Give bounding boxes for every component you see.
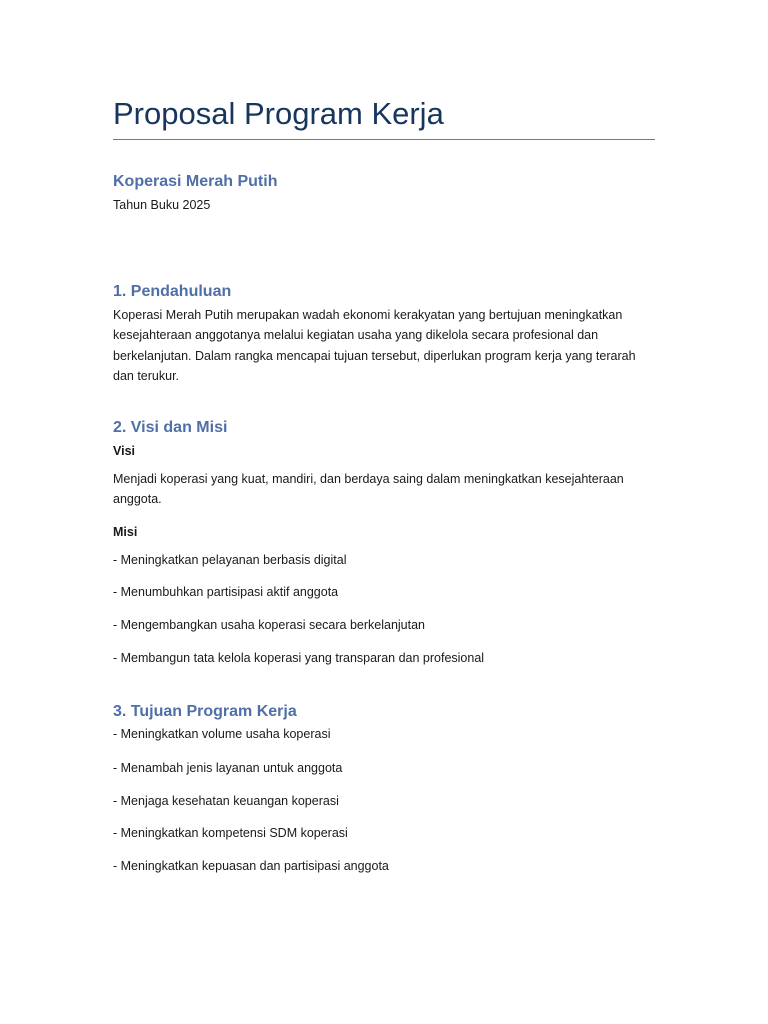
intro-paragraph: Koperasi Merah Putih merupakan wadah ekonomi kerakyatan yang bertujuan meningkatkan kesejahteraan anggotanya melalui kegiatan usaha yang dikelola secara profesional dan berkelanjutan. Dalam rangka mencapai tujuan tersebut, diperlukan program kerja yang terarah dan terukur. [113, 308, 636, 383]
vision-label: Visi [113, 444, 136, 458]
list-item: - Meningkatkan kepuasan dan partisipasi anggota [113, 859, 389, 873]
page-title: Proposal Program Kerja [113, 96, 444, 131]
fiscal-year-text: Tahun Buku 2025 [113, 198, 211, 212]
list-item: - Menambah jenis layanan untuk anggota [113, 761, 343, 775]
list-item: - Menjaga kesehatan keuangan koperasi [113, 794, 339, 808]
title-divider [113, 139, 655, 140]
section-heading-intro: 1. Pendahuluan [113, 283, 232, 300]
list-item: - Meningkatkan kompetensi SDM koperasi [113, 826, 348, 840]
list-item: - Membangun tata kelola koperasi yang transparan dan profesional [113, 651, 485, 665]
mission-label: Misi [113, 525, 138, 539]
section-heading-goals: 3. Tujuan Program Kerja [113, 703, 297, 720]
list-item: - Meningkatkan volume usaha koperasi [113, 727, 331, 741]
vision-paragraph: Menjadi koperasi yang kuat, mandiri, dan berdaya saing dalam meningkatkan kesejahteraan anggota. [113, 472, 624, 507]
organization-heading: Koperasi Merah Putih [113, 173, 278, 190]
list-item: - Mengembangkan usaha koperasi secara berkelanjutan [113, 618, 425, 632]
list-item: - Menumbuhkan partisipasi aktif anggota [113, 585, 339, 599]
list-item: - Meningkatkan pelayanan berbasis digital [113, 553, 347, 567]
section-heading-vision-mission: 2. Visi dan Misi [113, 419, 228, 436]
